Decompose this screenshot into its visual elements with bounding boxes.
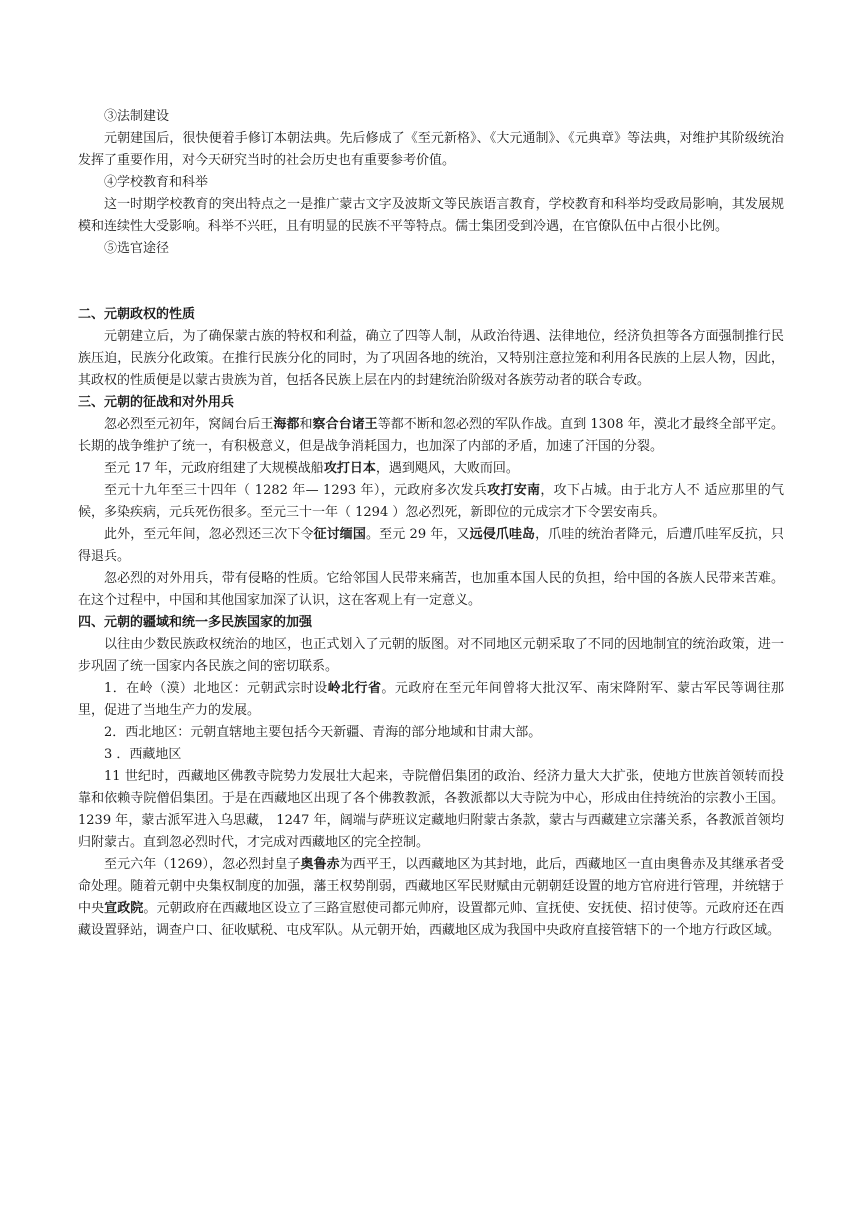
paragraph-tibet-admin [78,854,784,942]
bold-term: 攻打日本 [323,461,376,476]
text: ，爪哇的统治者降元，后遭爪哇军反抗，只得退兵。 [78,527,784,564]
paragraph-evaluation: 忽必烈的对外用兵，带有侵略的性质。它给邻国人民带来痛苦，也加重本国人民的负担，给中国的各族人民带来苦难。在这个过程中，中国和其他国家加深了认识，这在客观上有一定意义。 [78,571,784,608]
text: 。元政府在至元年间曾将大批汉军、南宋降附军、蒙古军民等调往那里，促进了当地生产力的发展。 [78,681,784,718]
bold-term: 宣政院 [104,901,144,916]
text: 等都不断和忽必烈的军队作战。直到 1308 年，漠北才最终全部平定。长期的战争维护了统一，有积极意义，但是战争消耗国力，也加深了内部的矛盾，加速了汗国的分裂。 [78,417,784,454]
text: ，遇到飓风，大败而回。 [375,461,519,476]
paragraph-japan [78,458,784,480]
subsection-title-law: ③法制建设 [104,109,170,124]
text: ，攻下占城。由于北方人不 适应那里的气候，多染疾病，元兵死伤很多。至元三十一年（ 1294 ）忽必烈死，新即位的元成宗才下令罢安南兵。 [78,483,784,520]
paragraph-regime-nature: 元朝建立后，为了确保蒙古族的特权和利益，确立了四等人制，从政治待遇、法律地位，经济负担等各方面强制推行民族压迫，民族分化政策。在推行民族分化的同时，为了巩固各地的统治，又特别注意拉笼和利用各民族的上层人物，因此，其政权的性质便是以蒙古贵族为首，包括各民族上层在内的封建统治阶级对各族劳动者的联合专政。 [78,329,784,388]
paragraph-northwest: 2．西北地区：元朝直辖地主要包括今天新疆、青海的部分地域和甘肃大部。 [104,725,542,740]
text: 为西平王，以西藏地区为其封地，此后，西藏地区一直由奥鲁赤及其继承者受命处理。随着元朝中央集权制度的加强，藩王权势削弱，西藏地区军民财赋由元朝朝廷设置的地方官府进行管理，并统辖于中央 [78,857,784,916]
paragraph-territory: 以往由少数民族政权统治的地区，也正式划入了元朝的版图。对不同地区元朝采取了不同的因地制宜的统治政策，进一步巩固了统一国家内各民族之间的密切联系。 [78,637,784,674]
text: 1．在岭（漠）北地区：元朝武宗时设 [104,681,328,696]
subsection-title-school: ④学校教育和科举 [104,175,209,190]
bold-term: 征讨缅国 [313,527,367,542]
text: 。至元 29 年，又 [366,527,470,542]
text: 和 [299,417,313,432]
paragraph-tibet-history: 11 世纪时，西藏地区佛教寺院势力发展壮大起来，寺院僧侣集团的政治、经济力量大大扩张，使地方世族首领转而投靠和依赖寺院僧侣集团。于是在西藏地区出现了各个佛教教派，各教派都以大寺院为中心，形成由住持统治的宗教小王国。1239 年，蒙古派军进入乌思藏， 1247 年，阔端与萨班议定藏地归附蒙古条款，蒙古与西藏建立宗藩关系，各教派首领均归附蒙古。直到忽必烈时代，才完成对西藏地区的完全控制。 [78,769,784,850]
bold-term: 奥鲁赤 [300,857,340,872]
bold-term: 察合台诸王 [312,417,378,432]
text: 。元朝政府在西藏地区设立了三路宣慰使司都元帅府，设置都元帅、宣抚使、安抚使、招讨使等。元政府还在西藏设置驿站，调查户口、征收赋税、屯戍军队。从元朝开始，西藏地区成为我国中央政府直接管辖下的一个地方行政区域。 [78,901,784,938]
text: 忽必烈至元初年，窝阔台后王 [104,417,274,432]
blank-space [78,260,784,304]
document-page [78,106,784,942]
paragraph-law: 元朝建国后，很快便着手修订本朝法典。先后修成了《至元新格》、《大元通制》、《元典章》等法典，对维护其阶级统治发挥了重要作用，对今天研究当时的社会历史也有重要参考价值。 [78,131,784,168]
bold-term: 岭北行省 [327,681,382,696]
bold-term: 海都 [273,417,300,432]
bold-term: 远侵爪哇岛 [469,527,536,542]
paragraph-burma-java [78,524,784,568]
paragraph-lingbei [78,678,784,722]
section-heading-4: 四、元朝的疆域和统一多民族国家的加强 [78,615,313,630]
paragraph-school: 这一时期学校教育的突出特点之一是推广蒙古文字及波斯文等民族语言教育，学校教育和科举均受政局影响，其发展规模和连续性大受影响。科举不兴旺，且有明显的民族不平等特点。儒士集团受到冷遇，在官僚队伍中占很小比例。 [78,197,784,234]
section-heading-2: 二、元朝政权的性质 [78,307,196,322]
bold-term: 攻打安南 [487,483,541,498]
text: 至元六年（1269），忽必烈封皇子 [104,857,301,872]
paragraph-tibet-title: 3 ．西藏地区 [104,747,182,762]
text: 至元 17 年，元政府组建了大规模战船 [104,461,324,476]
paragraph-annam [78,480,784,524]
paragraph-wars [78,414,784,458]
text: 至元十九年至三十四年（ 1282 年— 1293 年），元政府多次发兵 [104,483,488,498]
text: 此外，至元年间，忽必烈还三次下令 [104,527,314,542]
section-heading-3: 三、元朝的征战和对外用兵 [78,395,235,410]
subsection-title-official: ⑤选官途径 [104,241,170,256]
